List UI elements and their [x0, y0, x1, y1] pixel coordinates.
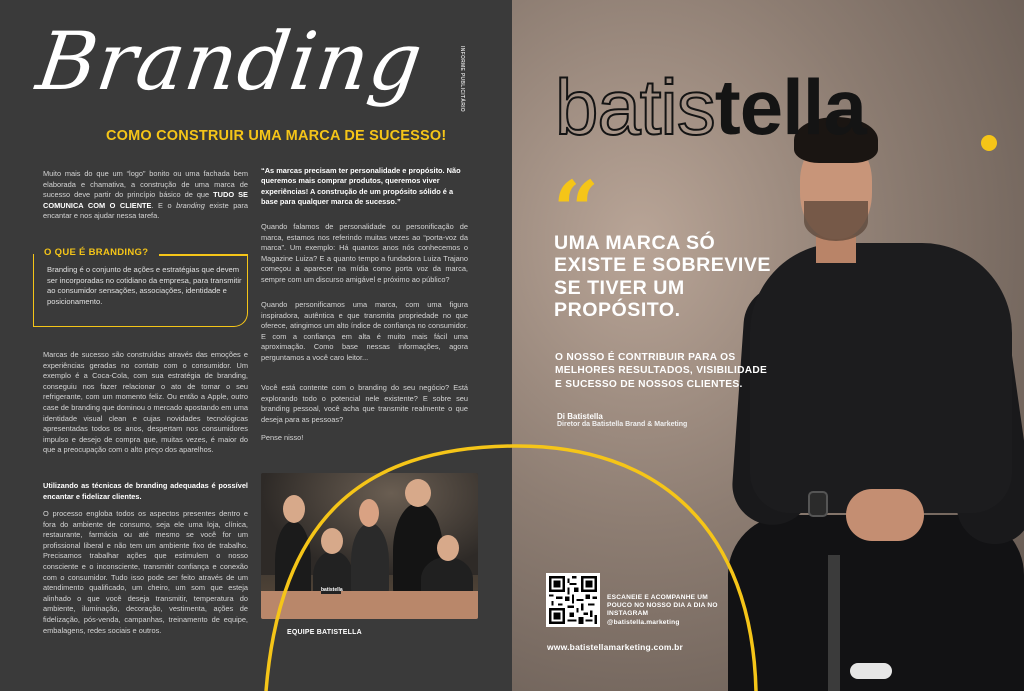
website-link[interactable]: www.batistellamarketing.com.br — [547, 642, 684, 652]
team-caption: EQUIPE BATISTELLA — [287, 629, 362, 636]
definition-box-title: O QUE É BRANDING? — [40, 247, 152, 258]
body-paragraph-1: Marcas de sucesso são construídas através das emoções e experiências geradas no contato com o consumidor. Um exemplo é a Coca-Cola, com sua estratégia de branding, conseguiu nos fazer relacionar o ato de tomar o seu refrigerante, com um momento feliz. Ou então a Apple, outro case de branding que dominou o mercado apostando em uma identidade visual clean e cujas novidades tecnológicas apresentadas todos os anos, despertam nos consumidores impulso e desejo de compra que, muitas vezes, é maior do que a preocupação com o alto preço dos aparelhos. — [43, 350, 248, 455]
body-paragraph-3: Quando falamos de personalidade ou personificação de marca, estamos nos referindo muitas vezes ao “porta-voz da marca”. Um exemplo: Há quantos anos nós conhecemos o Magazine Luiza? E a quanto tempo a fundadora Luiza Trajano começou a aparecer na mídia como porta voz da marca, sempre com um discurso amigável e próximo ao público? — [261, 222, 468, 284]
side-tag: INFORME PUBLICITÁRIO — [459, 46, 465, 112]
page-title: Branding — [31, 15, 429, 108]
qr-code-icon[interactable] — [546, 573, 600, 627]
page-subtitle: COMO CONSTRUIR UMA MARCA DE SUCESSO! — [106, 128, 447, 144]
closing-line: Pense nisso! — [261, 433, 304, 442]
definition-box-line — [159, 254, 248, 256]
section-heading: Utilizando as técnicas de branding adequadas é possível encantar e fidelizar clientes. — [43, 481, 248, 501]
quote-mark-icon: “ — [553, 163, 600, 257]
brand-logo: batistella — [555, 63, 866, 151]
author-name: Di Batistella — [557, 412, 603, 421]
headline: UMA MARCA SÓ EXISTE E SOBREVIVE SE TIVER UM PROPÓSITO. — [554, 232, 771, 322]
definition-box-text: Branding é o conjunto de ações e estratégias que devem ser incorporadas no cotidiano da empresa, para transmitir ao consumidor sensações, associações, identidade e posicionamento. — [47, 265, 242, 306]
instagram-handle[interactable]: @batistella.marketing — [607, 618, 680, 626]
team-photo — [261, 473, 478, 619]
pull-quote: “As marcas precisam ter personalidade e propósito. Não queremos mais comprar produtos, queremos viver experiências! A construção de um propósito sólido é a base para qualquer marca de sucesso.” — [261, 166, 461, 207]
body-paragraph-2: O processo engloba todos os aspectos presentes dentro e fora do ambiente de consumo, seja ele uma loja, clínica, restaurante, farmácia ou até mesmo se você for um profissional liberal e não tem um ambiente fixo de trabalho. Precisamos trabalhar ações que estimulem o nosso consciente e o inconsciente, transmitir confiança e conexão com o consumidor. Tudo isso pode ser feito através de um atendimento qualificado, um cheiro, um som que esteja alinhado o que você deseja transmitir, temperatura do ambiente, iluminação, decoração, vestimenta, ações de fidelização, pós-venda, campanhas, treinamento de equipe, embalagens, redes sociais e outros. — [43, 509, 248, 635]
intro-paragraph: Muito mais do que um “logo” bonito ou uma fachada bem elaborada e chamativa, a construção de uma marca de sucesso deve partir do princípio básico de que TUDO SE COMUNICA COM O CLIENTE. E o branding existe para encantar e nos ajudar nessa tarefa. — [43, 169, 248, 221]
body-paragraph-4: Quando personificamos uma marca, com uma figura inspiradora, autêntica e que transmita propriedade no que oferece, atingimos um alto índice de confiança no consumidor. E com a confiança em alta é muito mais fácil uma aproximação. Como base nessas informações, agora perguntamos a você caro leitor... — [261, 300, 468, 362]
author-role: Diretor da Batistella Brand & Marketing — [557, 421, 688, 428]
body-paragraph-5: Você está contente com o branding do seu negócio? Está explorando todo o potencial nele existente? E sobre seu branding pessoal, você acha que transmite realmente o que deseja para as pessoas? — [261, 383, 468, 424]
tagline: O NOSSO É CONTRIBUIR PARA OS MELHORES RESULTADOS, VISIBILIDADE E SUCESSO DE NOSSOS CLIENTES. — [555, 352, 768, 390]
brand-logo-dot — [981, 135, 997, 151]
portrait-photo — [738, 115, 1024, 691]
team-photo-logo: batistella — [321, 587, 343, 593]
qr-caption: ESCANEIE E ACOMPANHE UM POUCO NO NOSSO DIA A DIA NO INSTAGRAM @batistella.marketing — [607, 594, 718, 626]
